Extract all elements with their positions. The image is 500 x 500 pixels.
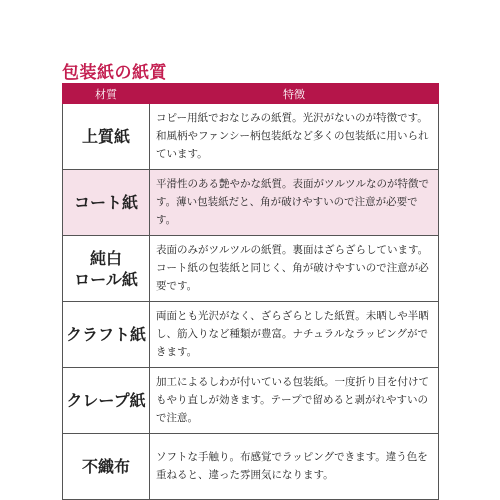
- table-row: [63, 170, 439, 236]
- feature-cell: 両面とも光沢がなく、ざらざらとした紙質。未晒しや半晒し、筋入りなど種類が豊富。ナチュラルなラッピングができます。: [150, 302, 439, 368]
- table-row: [63, 236, 439, 302]
- table-row: [63, 434, 439, 500]
- table-row: [63, 104, 439, 170]
- material-name: ロール紙: [74, 269, 138, 289]
- feature-cell: 表面のみがツルツルの紙質。裏面はざらざらしています。コート紙の包装紙と同じく、角が破けやすいので注意が必要です。: [150, 236, 439, 302]
- material-name: コート紙: [73, 193, 138, 212]
- material-name: 純白: [89, 248, 122, 268]
- material-cell: [63, 236, 150, 302]
- material-name: 上質紙: [81, 127, 130, 146]
- material-cell: [63, 302, 150, 368]
- material-name: 不織布: [81, 457, 130, 476]
- table-header-row: [63, 84, 439, 104]
- header-material: 材質: [63, 84, 150, 104]
- material-name: クレープ紙: [66, 391, 146, 410]
- material-cell: [63, 104, 150, 170]
- feature-cell: 平滑性のある艶やかな紙質。表面がツルツルなのが特徴です。薄い包装紙だと、角が破けやすいので注意が必要です。: [150, 170, 439, 236]
- material-cell: [63, 170, 150, 236]
- feature-cell: 加工によるしわが付いている包装紙。一度折り目を付けてもやり直しが効きます。テープで留めると剥がれやすいので注意。: [150, 368, 439, 434]
- feature-cell: コピー用紙でおなじみの紙質。光沢がないのが特徴です。和風柄やファンシー柄包装紙など多くの包装紙に用いられています。: [150, 104, 439, 170]
- paper-type-table: [62, 83, 439, 500]
- table-row: [63, 302, 439, 368]
- material-name: クラフト紙: [65, 325, 146, 344]
- material-cell: [63, 434, 150, 500]
- page-title: 包装紙の紙質: [62, 63, 167, 83]
- table-row: [63, 368, 439, 434]
- header-feature: 特徴: [150, 84, 439, 104]
- material-cell: [63, 368, 150, 434]
- feature-cell: ソフトな手触り。布感覚でラッピングできます。違う色を重ねると、違った雰囲気になります。: [150, 434, 439, 500]
